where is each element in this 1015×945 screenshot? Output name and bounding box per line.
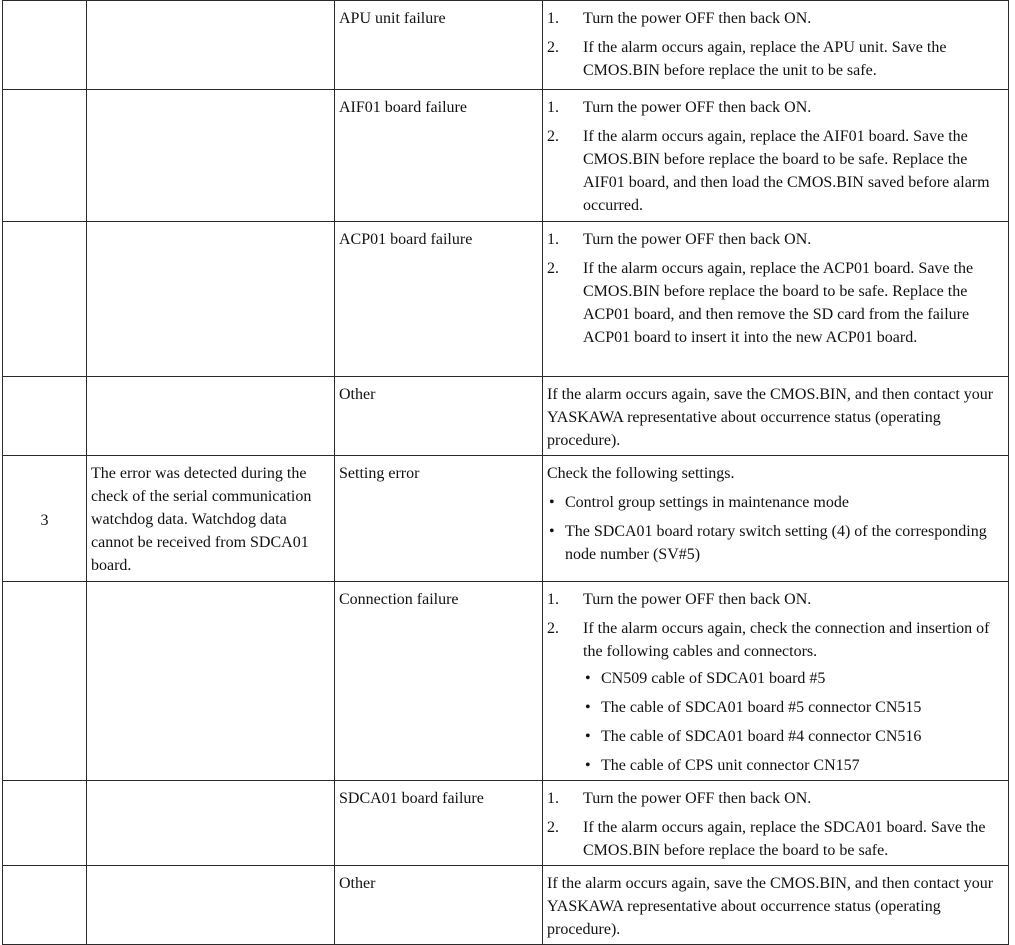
item-cell: AIF01 board failure: [335, 90, 543, 222]
alarm-number-cell: [3, 781, 87, 866]
remedy-step: [547, 125, 1004, 217]
table-row: [3, 781, 1009, 866]
remedy-step: [547, 36, 1004, 82]
alarm-number-cell: [3, 222, 87, 377]
remedy-cell: [543, 456, 1009, 582]
cause-cell: [87, 582, 335, 781]
cause-cell: [87, 222, 335, 377]
step-number: 2.: [547, 260, 559, 277]
remedy-step: [547, 96, 1004, 119]
table-row: [3, 90, 1009, 222]
remedy-step: [547, 257, 1004, 349]
table-row: [3, 582, 1009, 781]
item-cell: Other: [335, 377, 543, 456]
table-row: [3, 456, 1009, 582]
alarm-number-cell: [3, 1, 87, 90]
step-text: Turn the power OFF then back ON.: [583, 790, 812, 807]
step-text: If the alarm occurs again, replace the ACP01 board. Save the CMOS.BIN before replace the board to be safe. Replace the ACP01 board, and then remove the SD card from the failure ACP01 board to insert it into the new ACP01 board.: [583, 260, 974, 346]
list-item: • The cable of CPS unit connector CN157: [583, 754, 1004, 777]
list-item: • The SDCA01 board rotary switch setting (4) of the corresponding node number (SV#5): [547, 520, 1004, 566]
remedy-steps: [547, 96, 1004, 217]
step-text: Turn the power OFF then back ON.: [583, 99, 812, 116]
alarm-number-cell: [3, 866, 87, 945]
remedy-intro: Check the following settings.: [547, 465, 735, 482]
cause-cell: [87, 866, 335, 945]
item-cell: Other: [335, 866, 543, 945]
item-cell: APU unit failure: [335, 1, 543, 90]
remedy-step: [547, 617, 1004, 777]
list-item: • Control group settings in maintenance mode: [547, 491, 1004, 514]
remedy-cell: If the alarm occurs again, save the CMOS.BIN, and then contact your YASKAWA representative about occurrence status (operating procedure).: [543, 377, 1009, 456]
step-number: 1.: [547, 10, 559, 27]
cause-cell: [87, 90, 335, 222]
list-item: • The cable of SDCA01 board #5 connector CN515: [583, 696, 1004, 719]
step-text: Turn the power OFF then back ON.: [583, 591, 812, 608]
item-cell: Setting error: [335, 456, 543, 582]
remedy-step: [547, 7, 1004, 30]
step-number: 2.: [547, 128, 559, 145]
item-cell: SDCA01 board failure: [335, 781, 543, 866]
step-text: If the alarm occurs again, replace the AIF01 board. Save the CMOS.BIN before replace the board to be safe. Replace the AIF01 board, and then load the CMOS.BIN saved before alarm occurred.: [583, 128, 990, 214]
remedy-step: [547, 228, 1004, 251]
alarm-number-cell: 3: [3, 456, 87, 582]
step-text: If the alarm occurs again, replace the APU unit. Save the CMOS.BIN before replace the unit to be safe.: [583, 39, 947, 79]
remedy-cell: [543, 582, 1009, 781]
list-item: • CN509 cable of SDCA01 board #5: [583, 667, 1004, 690]
remedy-cell: [543, 781, 1009, 866]
alarm-remedy-table: [2, 0, 1009, 945]
cause-cell: [87, 377, 335, 456]
item-cell: Connection failure: [335, 582, 543, 781]
step-number: 1.: [547, 99, 559, 116]
list-item: • The cable of SDCA01 board #4 connector CN516: [583, 725, 1004, 748]
remedy-steps: [547, 7, 1004, 82]
table-row: [3, 222, 1009, 377]
remedy-steps: [547, 588, 1004, 777]
remedy-cell: [543, 222, 1009, 377]
step-text: If the alarm occurs again, replace the SDCA01 board. Save the CMOS.BIN before replace the board to be safe.: [583, 819, 986, 859]
step-number: 2.: [547, 620, 559, 637]
alarm-number-cell: [3, 377, 87, 456]
remedy-step: [547, 816, 1004, 862]
settings-list: [547, 491, 1004, 566]
remedy-cell: If the alarm occurs again, save the CMOS.BIN, and then contact your YASKAWA representative about occurrence status (operating procedure).: [543, 866, 1009, 945]
cable-checklist: [583, 667, 1004, 777]
remedy-cell: [543, 1, 1009, 90]
alarm-number-cell: [3, 90, 87, 222]
step-number: 1.: [547, 591, 559, 608]
step-number: 1.: [547, 231, 559, 248]
table-row: [3, 377, 1009, 456]
table-row: [3, 866, 1009, 945]
step-number: 2.: [547, 819, 559, 836]
step-text: If the alarm occurs again, check the connection and insertion of the following cables and connectors.: [583, 620, 990, 660]
cause-cell: [87, 781, 335, 866]
remedy-steps: [547, 787, 1004, 862]
step-number: 2.: [547, 39, 559, 56]
remedy-step: [547, 787, 1004, 810]
table-row: [3, 1, 1009, 90]
alarm-number-cell: [3, 582, 87, 781]
cause-cell: [87, 1, 335, 90]
step-number: 1.: [547, 790, 559, 807]
step-text: Turn the power OFF then back ON.: [583, 231, 812, 248]
cause-cell: The error was detected during the check of the serial communication watchdog data. Watchdog data cannot be received from SDCA01 board.: [87, 456, 335, 582]
remedy-step: [547, 588, 1004, 611]
remedy-cell: [543, 90, 1009, 222]
step-text: Turn the power OFF then back ON.: [583, 10, 812, 27]
item-cell: ACP01 board failure: [335, 222, 543, 377]
remedy-steps: [547, 228, 1004, 349]
